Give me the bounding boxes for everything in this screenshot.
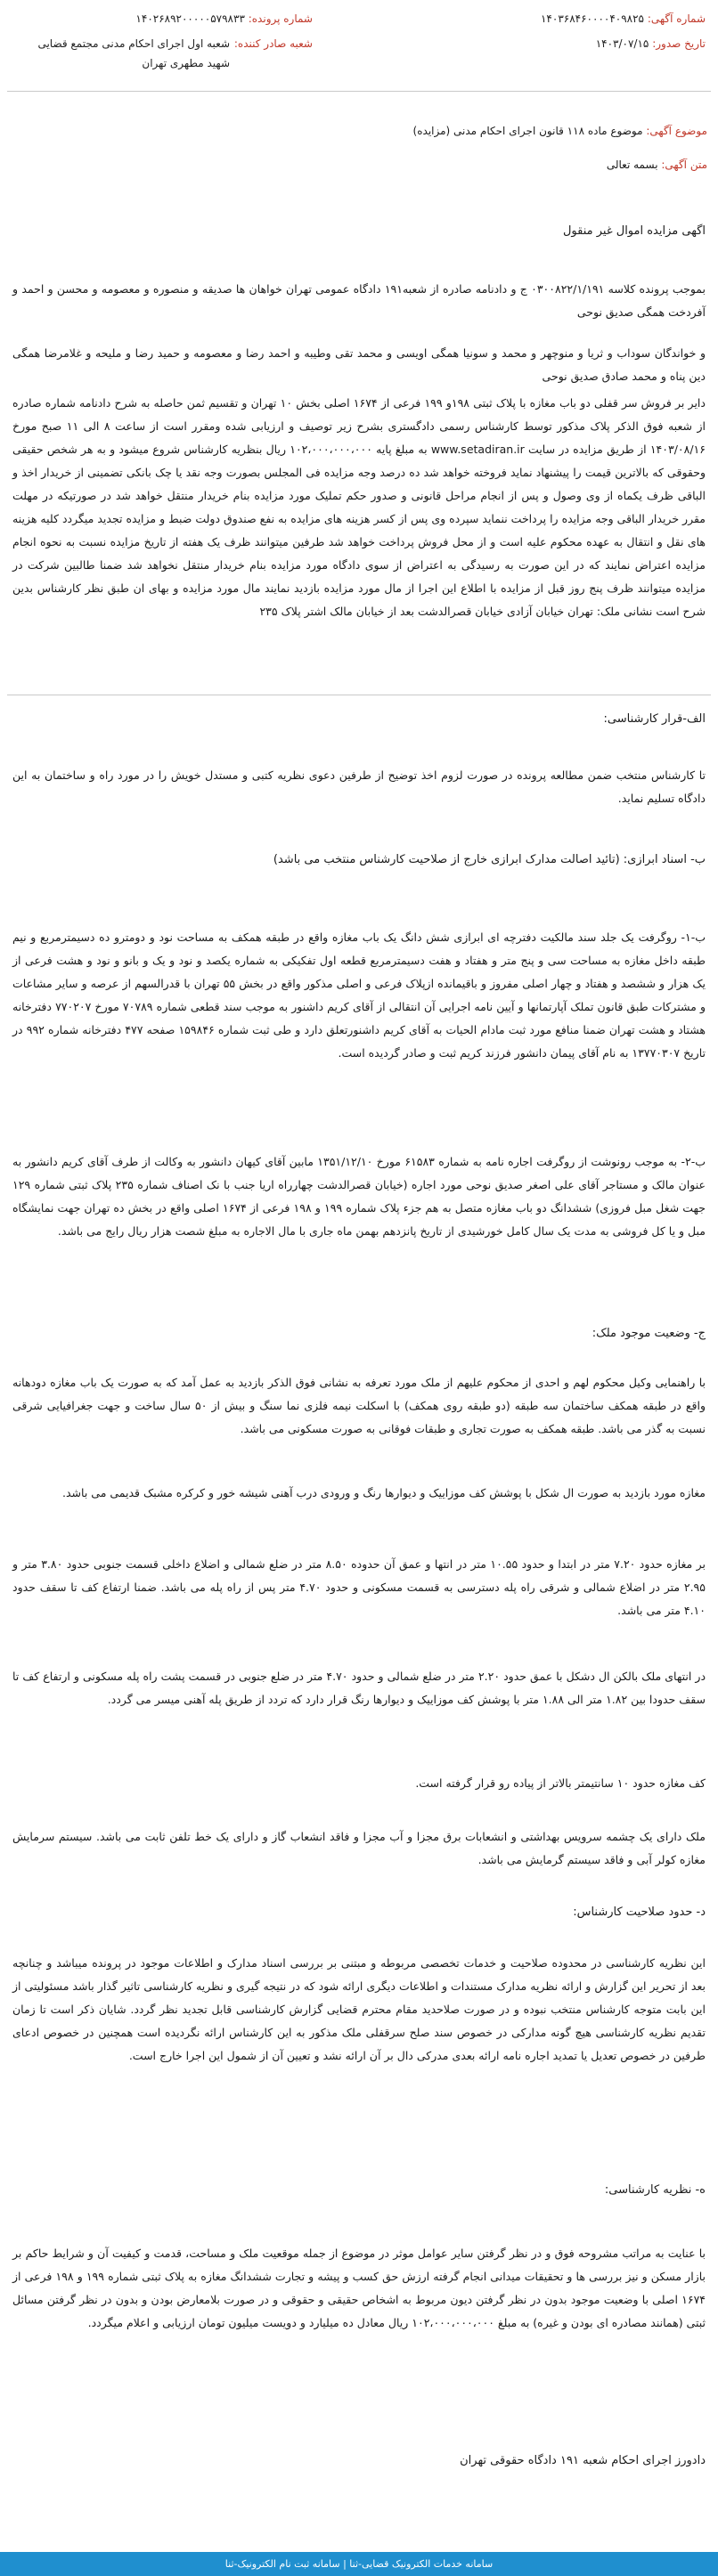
issuing-branch-value: شعبه اول اجرای احکام مدنی مجتمع قضایی شهید مطهری تهران <box>37 37 230 69</box>
intro-paragraph-3: دایر بر فروش سر قفلی دو باب مغازه با پلاک ثبتی ۱۹۸و ۱۹۹ فرعی از ۱۶۷۴ اصلی بخش ۱۰ تهران و تقسیم ثمن حاصله به شرح دادنامه شماره صادره از شعبه فوق الذکر پلاک مذکور توسط کارشناس رسمی دادگستری بشرح زیر توصیف و ارزیابی شده ومقرر است از ساعت ۸ الی ۱۱ صبح مورخ ۱۴۰۳/۰۸/۱۶ از طریق مزایده در سایت www.setadiran.ir به مبلغ پایه ۱۰۲،۰۰۰،۰۰۰،۰۰۰ ریال بنظریه کارشناس شروع میشود و به هر شخص حقیقی وحقوقی که بالاترین قیمت را پیشنهاد نماید فروخته خواهد شد ده درصد وجه مزایده فی المجلس بصورت وجه نقد یا چک بانکی تضمینی از خریدار اخذ و الباقی ظرف یکماه از وی وصول و پس از انجام مراحل قانونی و صدور حکم تملیک مورد مزایده بنام خریدار منتقل خواهد شد در صورتیکه در مهلت مقرر خریدار الباقی وجه مزایده را پرداخت ننماید سپرده وی پس از کسر هزینه های مزایده به نفع صندوق دولت ضبط و مزایده تجدید میگردد کلیه هزینه های نقل و انتقال به عهده محکوم علیه است و از محل فروش پرداخت خواهد شد طرفین میتوانند ظرف یک هفته از تاریخ مزایده نسبت به نحوه انجام مزایده اعتراض نمایند که در این صورت به رسیدگی به اعتراض از سوی دادگاه مورد مزایده بنام خریدار منتقل نخواهد شد ضمنا طالبین شرکت در مزایده میتوانند ظرف پنج روز قبل از مزایده با اطلاع این اجرا از مال مورد مزایده بازدید نمایند مال مورد مزایده و بهای ان طبق نظر کارشناس بدین شرح است نشانی ملک: تهران خیابان آزادی خیابان قصرالدشت بعد از خیابان مالک اشتر پلاک ۲۳۵ <box>12 396 706 618</box>
section-d-title: د- حدود صلاحیت کارشناس: <box>573 1906 706 1919</box>
notice-number <box>541 12 706 25</box>
notice-subject <box>413 125 707 137</box>
issue-date <box>596 37 706 50</box>
section-a-title: الف-قرار کارشناسی: <box>603 712 706 726</box>
section-b2: ب-۲- به موجب رونوشت از روگرفت اجاره نامه به شماره ۶۱۵۸۳ مورخ ۱۳۵۱/۱۲/۱۰ مابین آقای کیهان دانشور به وکالت از طرف آقای کریم دانشور به عنوان مالک و مستاجر آقای علی اصغر صدیق نوحی مورد اجاره (خیابان قصرالدشت چهارراه اریا جنب با نک اصناف شماره ۲۳۵ پلاک ثبتی شماره ۱۲۹ جهت شغل مبل فروزی) ششدانگ دو باب مغازه متصل به هم جزء پلاک شماره ۱۹۹ و ۱۹۸ فرعی از ۱۶۷۴ اصلی واقع در بخش ده تهران جهت نمایشگاه مبل و یا کل فروشی به مدت یک سال کامل خورشیدی از تاریخ پانزدهم بهمن ماه جاری با مال الاجاره به مبلغ شصت هزار ریال رایج می باشد. <box>12 1155 706 1238</box>
section-c2: مغازه مورد بازدید به صورت ال شکل با پوشش کف موزاییک و دیوارها رنگ و ورودی درب آهنی شیشه خور و کرکره مشبک قدیمی می باشد. <box>62 1486 706 1499</box>
section-c4: در انتهای ملک بالکن ال دشکل با عمق حدود ۲.۲۰ متر در ضلع شمالی و حدود ۴.۷۰ متر در ضلع جنوبی در قسمت پشت راه پله مسکونی و ارتفاع کف تا سقف حدودا بین ۱.۸۲ متر الی ۱.۸۸ متر با پوشش کف موزاییک و دیوارها رنگ قرار دارد که تردد از طریق پله آهنی میسر می گردد. <box>12 1670 706 1706</box>
issue-date-value: ۱۴۰۳/۰۷/۱۵ <box>595 37 649 50</box>
case-number-label: شماره پرونده: <box>248 12 313 25</box>
notice-subject-value: موضوع ماده ۱۱۸ قانون اجرای احکام مدنی (مزایده) <box>412 125 643 137</box>
section-c3: بر مغازه حدود ۷.۲۰ متر در ابتدا و حدود ۱۰.۵۵ متر در انتها و عمق آن حدوده ۸.۵۰ متر در ضلع شمالی و اضلاع داخلی قسمت جنوبی حدود ۳.۸۰ متر و ۲.۹۵ متر در اضلاع شمالی و شرقی راه پله دسترسی به قسمت مسکونی و حدود ۴.۷۰ متر پس از راه پله می باشد. ضمنا ارتفاع کف تا سقف حدود ۴.۱۰ متر می باشد. <box>12 1557 706 1617</box>
section-b1: ب-۱- روگرفت یک جلد سند مالکیت دفترچه ای ابرازی شش دانگ یک باب مغازه واقع در طبقه همکف به مساحت نود و دومترو ده دسیمترمربع و نیم طبقه داخل مغازه به مساحت سی و پنج متر و هفتاد و هفت دسیمترمربع قطعه اول تفکیکی به شماره یکصد و نود و یک و بانو و نود و هشت فرعی از یک هزار و ششصد و هفتاد و چهار اصلی مفروز و باقیمانده ازپلاک فرعی و اصلی مذکور واقع در بخش ۵۵ تهران با قدرالسهم از عرصه و سایر مشاعات و مشترکات طبق قانون تملک آپارتمانها و آیین نامه اجرایی آن انتقالی از آقای کریم داشنور به موجب سند قطعی شماره ۷۰۷۸۹ مورخ ۷۷۰۲۰۷ دفترخانه هشتاد و هشت تهران ضمنا منافع مورد ثبت مادام الحیات به آقای کریم داشنورتعلق دارد و طی ثبت شماره ۱۵۹۸۴۶ صفحه ۴۷۷ دفترخانه شماره ۹۹۲ در تاریخ ۱۳۷۷۰۳۰۷ به نام آقای پیمان دانشور فرزند کریم ثبت و صادر گردیده است. <box>12 930 706 1060</box>
case-number-value: ۱۴۰۲۶۸۹۲۰۰۰۰۰۵۷۹۸۳۳ <box>135 12 245 25</box>
main-title: اگهی مزایده اموال غیر منقول <box>562 224 706 238</box>
intro-paragraph-1: بموجب پرونده کلاسه ۰۳۰۰۸۲۲/۱/۱۹۱ ج و دادنامه صادره از شعبه۱۹۱ دادگاه عمومی تهران خواهان ها صدیقه و منصوره و معصومه و محسن و احمد و آفردخت همگی صدیق نوحی <box>12 282 706 319</box>
section-a-body: تا کارشناس منتخب ضمن مطالعه پرونده در صورت لزوم اخذ توضیح از طرفین دعوی نظریه کتبی و مستدل خویش را در مورد راه و ساختمان به این دادگاه تسلیم نماید. <box>12 768 706 805</box>
section-c1: با راهنمایی وکیل محکوم لهم و احدی از محکوم علیهم از ملک مورد تعرفه به نشانی فوق الذکر بازدید به عمل آمد که به صورت یک باب مغازه دودهانه واقع در طبقه همکف ساختمان سه طبقه (دو طبقه روی همکف) با اسکلت نیمه فلزی نما سنگ و بیش از ۵۰ سال ساخت و جهت جغرافیایی شرقی نسبت به گذر می باشد. طبقه همکف به صورت تجاری و طبقات فوقانی به صورت مسکونی می باشد. <box>12 1376 706 1435</box>
case-number <box>135 12 313 25</box>
section-c-title: ج- وضعیت موجود ملک: <box>592 1327 706 1340</box>
section-e-body: با عنایت به مراتب مشروحه فوق و در نظر گرفتن سایر عوامل موثر در موضوع از جمله موقعیت ملک و مساحت، قدمت و کیفیت آن و شرایط حاکم بر بازار مسکن و نیز بررسی ها و تحقیقات میدانی انجام گرفته ارزش حق کسب و پیشه و تجارت ششدانگ مغازه به پلاک ثبتی شماره ۱۹۹ و ۱۹۸ فرعی از ۱۶۷۴ اصلی با وضعیت موجود بدون در نظر گرفتن دیون مربوط به اشخاص حقیقی و حقوقی و در صورت بلامعارض بودن و بدون در نظر گرفتن مسائل ثبتی (همانند مصادره ای بودن و غیره) به مبلغ ۱۰۲،۰۰۰،۰۰۰،۰۰۰ ریال معادل ده میلیارد و دویست میلیون تومان ارزیابی و اعلام میگردد. <box>12 2247 706 2329</box>
issuing-branch-label: شعبه صادر کننده: <box>233 37 313 50</box>
notice-number-label: شماره آگهی: <box>647 12 706 25</box>
footer-text[interactable]: سامانه خدمات الکترونیک قضایی-ثنا | سامانه ثبت نام الکترونیک-ثنا <box>224 2558 494 2570</box>
section-e-title: ه- نظریه کارشناسی: <box>604 2183 706 2197</box>
notice-body-label: متن آگهی: <box>661 158 707 171</box>
notice-body-basmala: بسمه تعالی <box>606 158 658 171</box>
section-c5: کف مغازه حدود ۱۰ سانتیمتر بالاتر از پیاده رو قرار گرفته است. <box>415 1776 706 1790</box>
notice-subject-label: موضوع آگهی: <box>646 125 707 137</box>
section-b-title: ب- اسناد ابرازی: (تائید اصالت مدارک ابرازی خارج از صلاحیت کارشناس منتخب می باشد) <box>273 853 706 866</box>
footer-bar <box>0 2552 718 2576</box>
notice-number-value: ۱۴۰۳۶۸۴۶۰۰۰۰۴۰۹۸۲۵ <box>540 12 644 25</box>
notice-body-intro <box>607 158 707 171</box>
section-c6: ملک دارای یک چشمه سرویس بهداشتی و انشعابات برق مجزا و آب مجزا و فاقد انشعاب گاز و دارای یک خط تلفن ثابت می باشد. سیستم سرمایش مغازه کولر آبی و فاقد سیستم گرمایش می باشد. <box>12 1830 706 1866</box>
header-divider <box>7 91 711 92</box>
signature: دادورز اجرای احکام شعبه ۱۹۱ دادگاه حقوقی تهران <box>460 2454 706 2467</box>
issuing-branch-label-wrap <box>234 37 313 50</box>
issue-date-label: تاریخ صدور: <box>652 37 706 50</box>
section-d-body: این نظریه کارشناسی در محدوده صلاحیت و خدمات تخصصی مربوطه و مبتنی بر بررسی اسناد مدارک و اطلاعات موجود در پرونده میباشد و چنانچه بعد از تحریر این گزارش و ارائه نظریه مدارک مستندات و اطلاعات دیگری ارائه شود که در نتیجه گیری و نظریه کارشناسی تاثیر گذار باشد مسئولیتی از این بابت متوجه کارشناس منتخب نبوده و در صورت صلاحدید مقام محترم قضایی گزارش کارشناسی قابل تجدید نظر گردد. شایان ذکر است تا زمان تقدیم نظریه کارشناسی هیچ گونه مدارکی در خصوص سند صلح سرقفلی ملک مذکور به این کارشناس ارائه نگردیده است همچنین در خصوص ادعای طرفین در خصوص تعدیل یا تمدید اجاره نامه ارائه بعدی مدرکی دال بر آن ارائه نشد و تعیین آن از شمول این اجرا خارج است. <box>12 1956 706 2062</box>
intro-paragraph-2: و خواندگان سوداب و ثریا و منوچهر و محمد و سونیا همگی اویسی و محمد تقی وطیبه و احمد رضا و معصومه و حمید رضا و ملیحه و غلامرضا همگی دین پناه و محمد صادق صدیق نوحی <box>12 346 706 383</box>
